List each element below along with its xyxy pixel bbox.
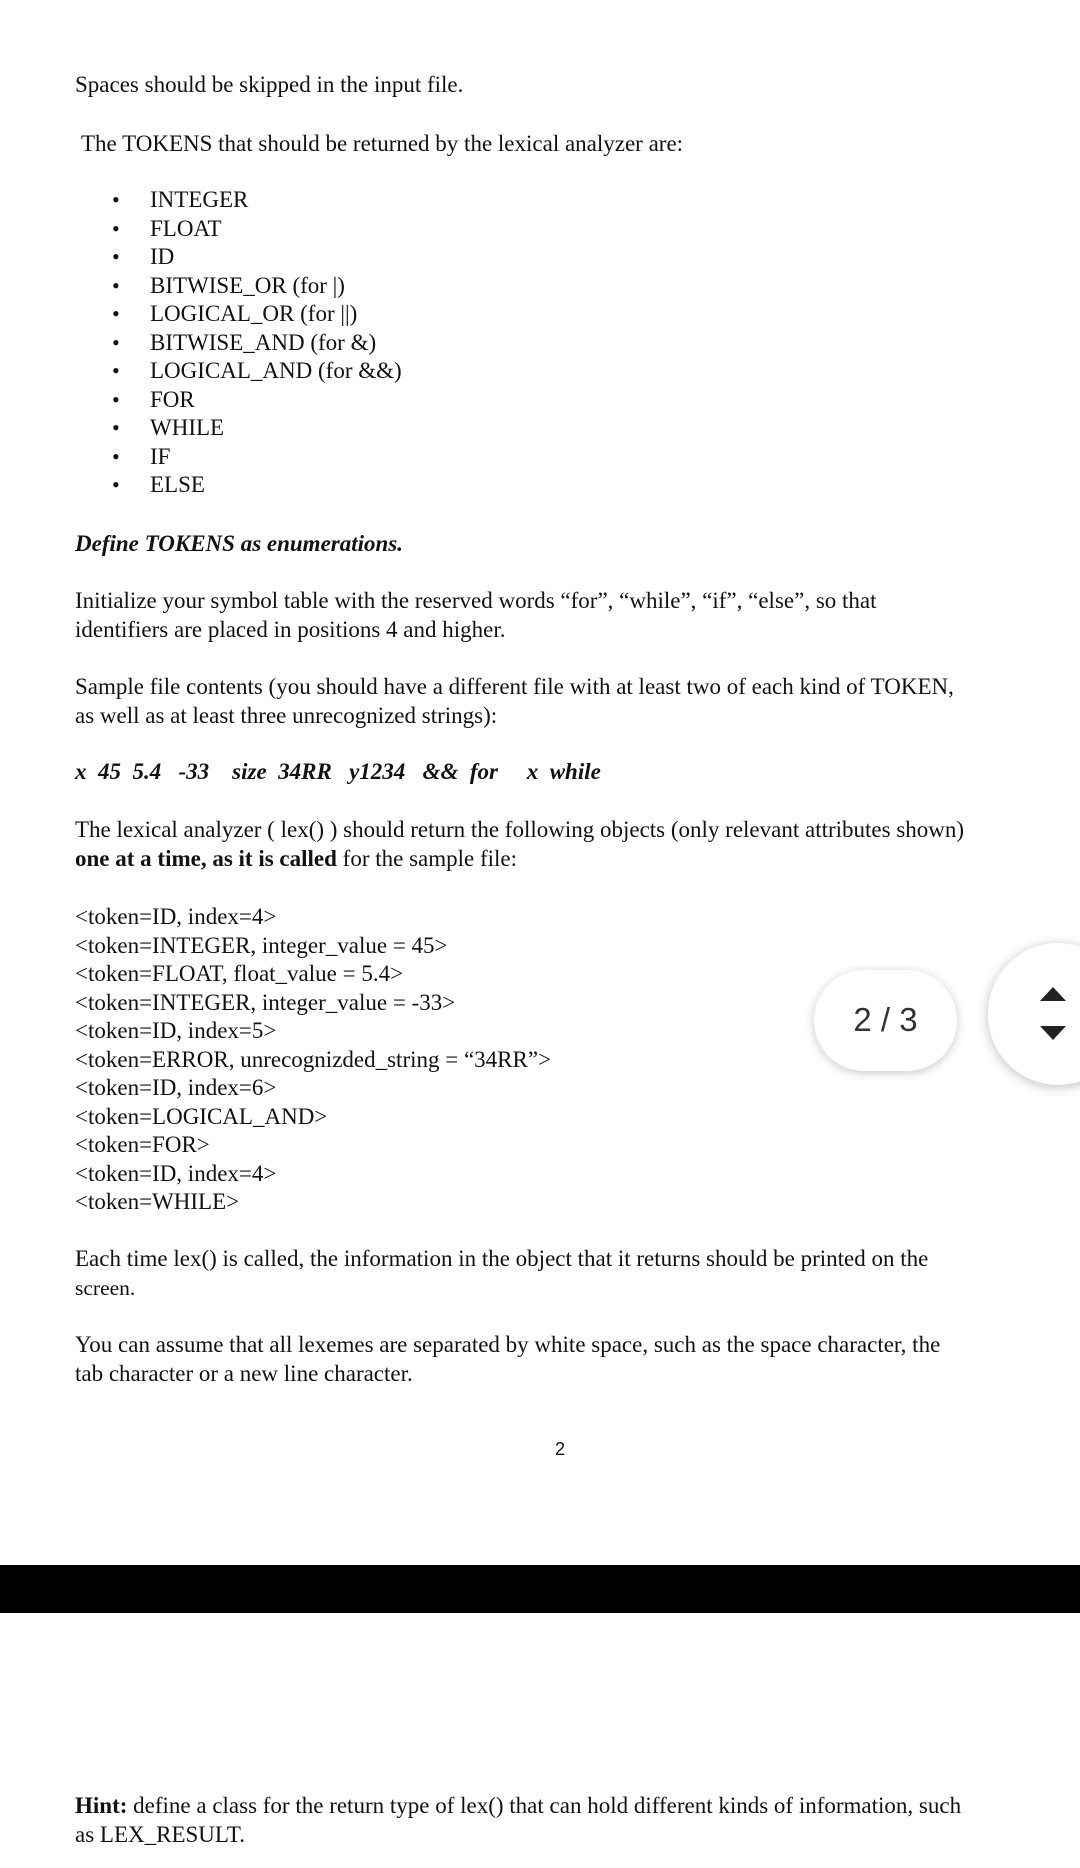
lex-note-rest: for the sample file: — [336, 845, 518, 871]
hint-line-1 — [75, 1792, 1045, 1821]
tokens-intro: The TOKENS that should be returned by the lexical analyzer are: — [81, 131, 684, 156]
lex-note-bold: one at a time, as it is called — [75, 845, 337, 871]
page-separator — [0, 1565, 1080, 1613]
sample-note — [75, 673, 1045, 730]
page-number: 2 — [555, 1439, 566, 1459]
lex-note-line-2 — [75, 845, 1045, 874]
token-output: <token=ID, index=5> — [75, 1018, 277, 1043]
list-item: • WHILE — [100, 414, 402, 443]
lex-note — [75, 816, 1045, 873]
hint-label: Hint: — [75, 1793, 128, 1818]
spaces-note: Spaces should be skipped in the input file. — [75, 72, 464, 97]
arrow-up-icon[interactable] — [1040, 987, 1066, 1001]
hint-line-1-rest: define a class for the return type of lex() that can hold different kinds of information, such — [127, 1793, 962, 1818]
whitespace-note-line-2: tab character or a new line character. — [75, 1360, 413, 1386]
token-output: <token=ERROR, unrecognizded_string = “34RR”> — [75, 1046, 552, 1072]
page-indicator[interactable] — [814, 970, 957, 1071]
list-item: • ELSE — [100, 471, 402, 500]
list-item: • BITWISE_AND (for &) — [100, 329, 402, 358]
define-tokens-heading: Define TOKENS as enumerations. — [75, 531, 404, 556]
sample-file-contents: x 45 5.4 -33 size 34RR y1234 && for x while — [75, 759, 601, 784]
lex-note-line-1: The lexical analyzer ( lex() ) should return the following objects (only relevant attributes shown) — [75, 817, 965, 842]
page-indicator-text: 2 / 3 — [853, 1001, 918, 1039]
token-output: <token=ID, index=4> — [75, 904, 277, 929]
sample-note-line-1: Sample file contents (you should have a different file with at least two of each kind of TOKEN, — [75, 674, 954, 699]
arrow-down-icon[interactable] — [1040, 1026, 1066, 1040]
list-item: • IF — [100, 443, 402, 472]
list-item: • ID — [100, 243, 402, 272]
page-scroll-control[interactable] — [988, 943, 1080, 1085]
symbol-table-line-2: identifiers are placed in positions 4 and higher. — [75, 616, 506, 642]
list-item: • BITWISE_OR (for |) — [100, 272, 402, 301]
print-note-line-2: screen. — [75, 1275, 136, 1300]
hint-line-2: as LEX_RESULT. — [75, 1821, 245, 1847]
token-output: <token=FOR> — [75, 1132, 210, 1157]
symbol-table-line-1: Initialize your symbol table with the reserved words “for”, “while”, “if”, “else”, so that — [75, 588, 877, 613]
token-output: <token=ID, index=4> — [75, 1160, 277, 1186]
list-item: • LOGICAL_AND (for &&) — [100, 357, 402, 386]
token-output: <token=WHILE> — [75, 1189, 240, 1214]
whitespace-note-line-1: You can assume that all lexemes are separated by white space, such as the space character, the — [75, 1332, 941, 1357]
print-note-line-1: Each time lex() is called, the information in the object that it returns should be printed on the — [75, 1246, 929, 1271]
sample-note-line-2: as well as at least three unrecognized strings): — [75, 702, 498, 728]
token-output: <token=ID, index=6> — [75, 1075, 277, 1100]
token-list — [100, 186, 402, 500]
print-note — [75, 1245, 1045, 1302]
token-output: <token=INTEGER, integer_value = 45> — [75, 932, 448, 958]
whitespace-note — [75, 1331, 1045, 1388]
token-output-list — [75, 903, 551, 1217]
list-item: • FOR — [100, 386, 402, 415]
symbol-table-note — [75, 587, 1045, 644]
token-output: <token=INTEGER, integer_value = -33> — [75, 989, 456, 1015]
list-item: • LOGICAL_OR (for ||) — [100, 300, 402, 329]
list-item: • FLOAT — [100, 215, 402, 244]
token-output: <token=FLOAT, float_value = 5.4> — [75, 961, 404, 986]
list-item: • INTEGER — [100, 186, 402, 215]
token-output: <token=LOGICAL_AND> — [75, 1103, 328, 1129]
hint-note — [75, 1792, 1045, 1849]
